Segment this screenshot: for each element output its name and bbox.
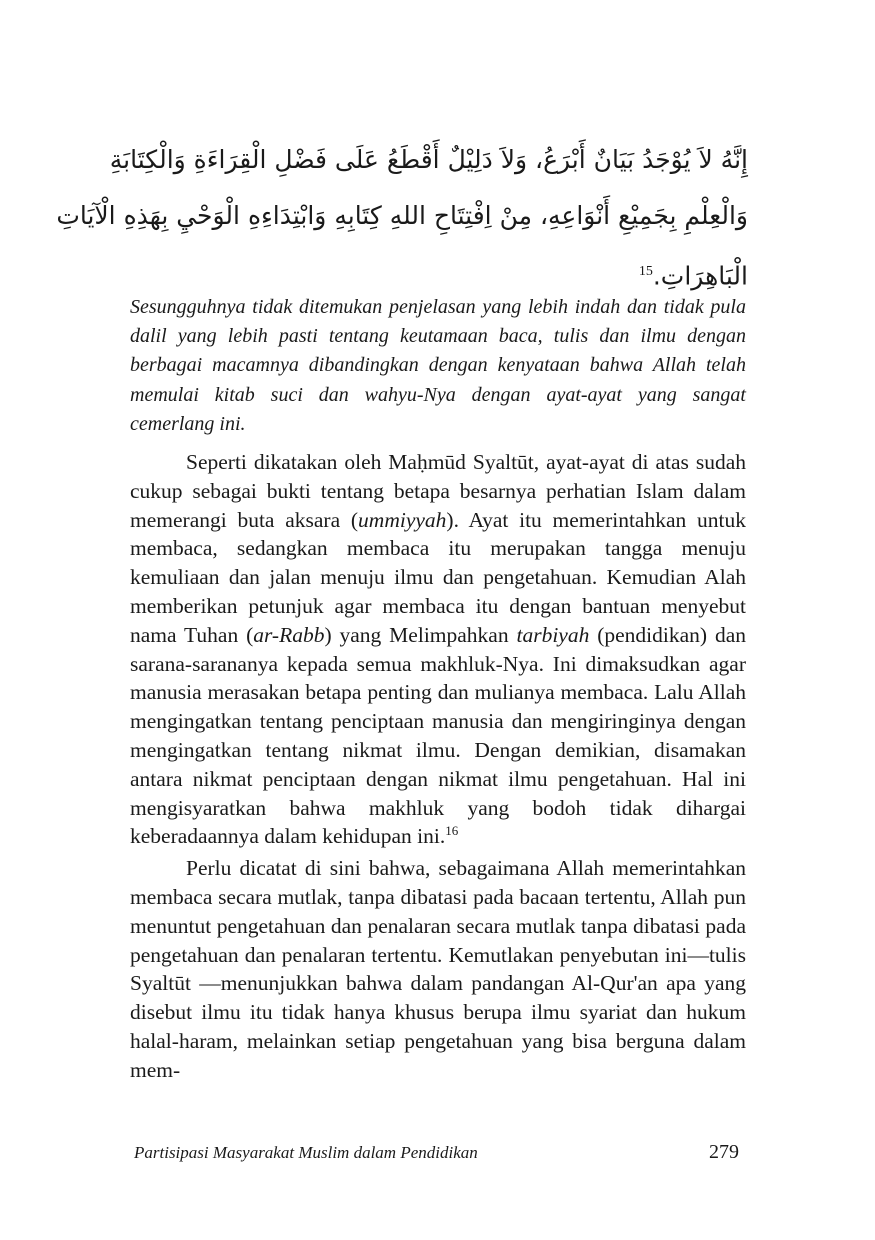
paragraph-1-part-2: ). Ayat itu memerintahkan untuk membaca, sedangkan membaca itu merupakan tangga menuju kemuliaan dan jalan menuju ilmu dan pengetahuan. Kemudian Alah memberikan petunjuk agar membaca itu dengan bantuan menyebut nama Tuhan (	[130, 507, 746, 647]
footnote-marker-15: 15	[638, 264, 653, 279]
body-text	[130, 448, 746, 1085]
paragraph-1-part-1: Seperti dikatakan oleh Maḥmūd Syaltūt, ayat-ayat di atas sudah cukup sebagai bukti tentang betapa besarnya perhatian Islam dalam memerangi buta aksara (	[130, 450, 746, 532]
arabic-quote-line-2: وَالْعِلْمِ بِجَمِيْعِ أَنْوَاعِهِ، مِنْ اِفْتِتَاحِ اللهِ كِتَابِهِ وَابْتِدَاءِهِ الْوَحْيِ بِهَذِهِ الْآيَاتِ	[56, 201, 748, 230]
term-ar-rabb: ar-Rabb	[253, 622, 325, 647]
term-tarbiyah: tarbiyah	[516, 622, 590, 647]
arabic-quote	[56, 132, 748, 304]
paragraph-1-part-4: (pendidikan) dan sarana-sarananya kepada semua makhluk-Nya. Ini dimaksudkan agar manusia merasakan betapa penting dan mulianya membaca. Lalu Allah mengingatkan tentang penciptaan manusia dan mengiringinya dengan mengingatkan tentang nikmat ilmu. Dengan demikian, disamakan antara nikmat penciptaan dengan nikmat ilmu pengetahuan. Hal ini mengisyaratkan bahwa makhluk yang bodoh tidak dihargai keberadaannya dalam kehidupan ini.	[130, 622, 746, 849]
paragraph-1-part-3: ) yang Melimpahkan	[324, 622, 517, 647]
paragraph-1	[130, 448, 746, 851]
footnote-marker-16: 16	[445, 823, 459, 839]
running-footer-title: Partisipasi Masyarakat Muslim dalam Pendidikan	[134, 1143, 478, 1162]
term-ummiyyah: ummiyyah	[358, 507, 447, 532]
paragraph-2: Perlu dicatat di sini bahwa, sebagaimana Allah memerintahkan membaca secara mutlak, tanpa dibatasi pada bacaan tertentu, Allah pun menuntut pengetahuan dan penalaran secara mutlak tanpa dibatasi pada pengetahuan dan penalaran tertentu. Kemutlakan penyebutan ini—tulis Syaltūt —menunjukkan bahwa dalam pandangan Al-Qur'an apa yang disebut ilmu itu tidak hanya khusus berupa ilmu syariat dan hukum halal-haram, melainkan setiap pengetahuan yang bisa berguna dalam mem-	[130, 856, 746, 1082]
arabic-quote-line-1: إِنَّهُ لاَ يُوْجَدُ بَيَانٌ أَبْرَعُ، وَلاَ دَلِيْلٌ أَقْطَعُ عَلَى فَضْلِ الْقِرَاءَةِ وَالْكِتَابَةِ	[109, 145, 748, 174]
translation-paragraph: Sesungguhnya tidak ditemukan penjelasan yang lebih indah dan tidak pula dalil yang lebih pasti tentang keutamaan baca, tulis dan ilmu dengan berbagai macamnya dibandingkan dengan kenyataan bahwa Allah telah memulai kitab suci dan wahyu-Nya dengan ayat-ayat yang sangat cemerlang ini.	[130, 296, 746, 435]
page-number: 279	[709, 1141, 739, 1163]
arabic-quote-line-3-text: الْبَاهِرَاتِ.	[652, 261, 748, 291]
